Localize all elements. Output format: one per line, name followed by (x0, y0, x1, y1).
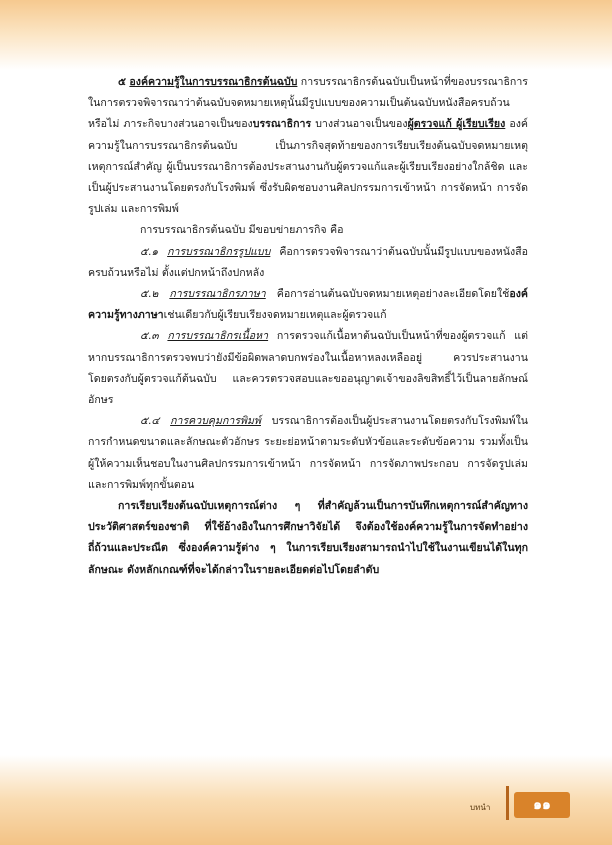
item-print-control (88, 411, 528, 496)
item-heading: การบรรณาธิกรเนื้อหา (167, 330, 269, 343)
item-text: เช่นเดียวกับผู้เรียบเรียงจดหมายเหตุและผู้ตรวจแก้ (163, 309, 387, 322)
section-heading: องค์ความรู้ในการบรรณาธิกรต้นฉบับ (129, 76, 298, 88)
section-number: ๕ (118, 76, 127, 88)
item-number: ๕.๑ (140, 245, 159, 258)
paragraph-knowledge-editing (88, 72, 528, 220)
item-number: ๕.๓ (140, 330, 159, 343)
scope-intro: การบรรณาธิกรต้นฉบับ มีขอบข่ายภารกิจ คือ (140, 224, 344, 237)
item-heading: การควบคุมการพิมพ์ (170, 415, 261, 428)
item-format-editing (88, 242, 528, 284)
item-language-editing (88, 284, 528, 326)
item-heading: การบรรณาธิกรรูปแบบ (167, 245, 271, 258)
bold-term-reviewer: ผู้ตรวจแก้ ผู้เรียบเรียง (407, 118, 506, 131)
item-number: ๕.๔ (140, 415, 160, 428)
item-text: คือการตรวจพิจารณาว่าต้นฉบับนั้นมีรูปแบบของหนังสือครบถ้วนหรือไม่ ตั้งแต่ปกหน้าถึงปกหลัง (88, 245, 528, 279)
item-heading: การบรรณาธิกรภาษา (169, 288, 266, 301)
item-content-editing (88, 326, 528, 411)
item-text: การตรวจแก้เนื้อหาต้นฉบับเป็นหน้าที่ของผู้ตรวจแก้ แต่หากบรรณาธิการตรวจพบว่ายังมีข้อผิดพลาดบกพร่องในเนื้อหาหลงเหลืออยู่ ควรประสานงานโดยตรงกับผู้ตรวจแก้ต้นฉบับ และควรตรวจสอบและขออนุญาตเจ้าของลิขสิทธิ์ไว้เป็นลายลักษณ์อักษร (88, 330, 528, 407)
item-text: คือการอ่านต้นฉบับจดหมายเหตุอย่างละเอียดโดยใช้ (265, 288, 510, 301)
bold-term-editor: บรรณาธิการ (252, 118, 312, 131)
header-background (0, 0, 612, 70)
paragraph-text: องค์ความรู้ในการบรรณาธิกรต้นฉบับ เป็นภารกิจสุดท้ายของการเรียบเรียงต้นฉบับจดหมายเหตุเหตุการณ์สำคัญ ผู้เป็นบรรณาธิการต้องประสานงานกับผู้ตรวจแก้และผู้เรียบเรียงอย่างใกล้ชิด และเป็นผู้ประสานงานโดยตรงกับโรงพิมพ์ ซึ่งรับผิดชอบงานศิลปกรรมการเข้าหน้า การจัดหน้า การจัดรูปเล่ม และการพิมพ์ (88, 118, 528, 216)
chapter-label: บทนำ (470, 803, 491, 812)
paragraph-text: การบรรณาธิกรต้นฉบับเป็นหน้าที่ของบรรณาธิการ ในการตรวจพิจารณาว่าต้นฉบับจดหมายเหตุนั้นมีรูปแบบของความเป็นต้นฉบับหนังสือครบถ้วนหรือไม่ ภาระกิจบางส่วนอาจเป็นของ (88, 76, 528, 131)
page-body (88, 72, 528, 581)
bold-term-language-knowledge: องค์ความรู้ทางภาษา (88, 288, 528, 322)
item-text: บรรณาธิการต้องเป็นผู้ประสานงานโดยตรงกับโรงพิมพ์ในการกำหนดขนาดและลักษณะตัวอักษร ระยะย่อหน้าตามระดับหัวข้อและระดับข้อความ รวมทั้งเป็นผู้ให้ความเห็นชอบในงานศิลปกรรมการเข้าหน้า การจัดหน้า การจัดภาพประกอบ การจัดรูปเล่ม และการพิมพ์ทุกขั้นตอน (88, 415, 528, 491)
item-number: ๕.๒ (140, 288, 159, 301)
summary-paragraph: การเรียบเรียงต้นฉบับเหตุการณ์ต่าง ๆ ที่สำคัญล้วนเป็นการบันทึกเหตุการณ์สำคัญทางประวัติศาสตร์ของชาติ ที่ใช้อ้างอิงในการศึกษาวิจัยได้ จึงต้องใช้องค์ความรู้ในการจัดทำอย่างถี่ถ้วนและประณีต ซึ่งองค์ความรู้ต่าง ๆ ในการเรียบเรียงสามารถนำไปใช้ในงานเขียนได้ในทุกลักษณะ ดังหลักเกณฑ์ที่จะได้กล่าวในรายละเอียดต่อไปโดยลำดับ (88, 500, 528, 576)
paragraph-text: บางส่วนอาจเป็นของ (311, 118, 408, 131)
page-number: ๑๑ (514, 792, 570, 818)
footer-divider (506, 786, 509, 820)
